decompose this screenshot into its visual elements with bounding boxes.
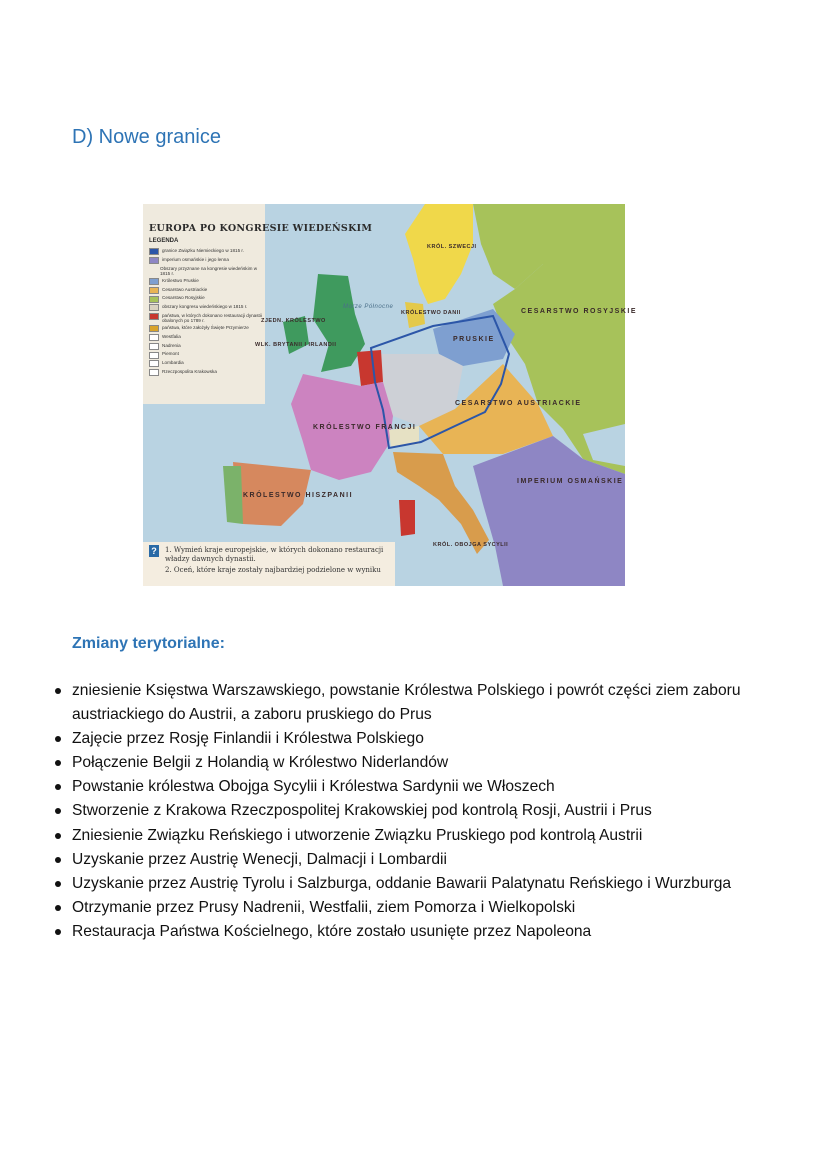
legend-swatch <box>149 278 159 285</box>
legend-label: państwa, w których dokonano restauracji dynastii obalonych po 1789 r. <box>162 312 262 324</box>
question-icon: ? <box>149 545 159 557</box>
legend-swatch <box>149 287 159 294</box>
list-item: Zajęcie przez Rosję Finlandii i Królestwa Polskiego <box>72 727 817 751</box>
list-item: Powstanie królestwa Obojga Sycylii i Królestwa Sardynii we Włoszech <box>72 775 817 799</box>
legend-label: Piemont <box>162 351 179 357</box>
label-russia: CESARSTWO ROSYJSKIE <box>521 308 638 315</box>
sardinia-region <box>399 500 415 536</box>
portugal-region <box>223 466 243 524</box>
legend-swatch <box>149 257 159 264</box>
legend-swatch <box>149 343 159 350</box>
legend-list <box>149 248 263 378</box>
label-france: KRÓLESTWO FRANCJI <box>313 424 417 431</box>
legend-label: imperium osmańskie i jego lenna <box>162 256 229 262</box>
legend-item <box>149 334 263 341</box>
label-north-sea: Morze Północne <box>343 304 394 310</box>
legend-label: Nadrenia <box>162 342 181 348</box>
legend-label: Cesarstwo Austriackie <box>162 286 208 292</box>
legend-item <box>149 313 263 324</box>
page-title: D) Nowe granice <box>72 126 221 148</box>
legend-item <box>149 351 263 358</box>
legend-item <box>149 266 263 277</box>
legend-label: granice Związku Niemieckiego w 1815 r. <box>162 248 244 253</box>
label-denmark: KRÓLESTWO DANII <box>401 310 461 316</box>
list-item: Połączenie Belgii z Holandią w Królestwo Niderlandów <box>72 751 817 775</box>
label-sicily: KRÓL. OBOJGA SYCYLII <box>433 542 509 548</box>
label-ottoman: IMPERIUM OSMAŃSKIE <box>517 478 624 485</box>
list-item: Otrzymanie przez Prusy Nadrenii, Westfalii, ziem Pomorza i Wielkopolski <box>72 896 817 920</box>
legend-item <box>149 278 263 285</box>
legend-label: Królestwo Pruskie <box>162 277 199 283</box>
legend-swatch <box>149 313 159 320</box>
legend-item <box>149 287 263 294</box>
legend-item <box>149 369 263 376</box>
legend-heading: LEGENDA <box>149 238 179 244</box>
legend-label: państwa, które założyły Święte Przymierze <box>162 325 249 331</box>
legend-item <box>149 304 263 311</box>
legend-item <box>149 325 263 332</box>
netherlands-region <box>357 350 383 386</box>
list-item: Uzyskanie przez Austrię Tyrolu i Salzburga, oddanie Bawarii Palatynatu Reńskiego i Wurzburga <box>72 872 817 896</box>
legend-item <box>149 360 263 367</box>
map-of-europe-1815 <box>143 204 638 586</box>
legend-label: obszary kongresu wiedeńskiego w 1815 r. <box>162 304 248 310</box>
question-2: 2. Oceń, które kraje zostały najbardziej podzielone w wyniku <box>165 566 381 574</box>
legend-swatch <box>149 304 159 311</box>
legend-swatch <box>149 248 159 255</box>
list-item: Uzyskanie przez Austrię Wenecji, Dalmacji i Lombardii <box>72 848 817 872</box>
legend-label: Obszary przyznane na kongresie wiedeńskim w 1815 r. <box>160 265 258 276</box>
label-austria: CESARSTWO AUSTRIACKIE <box>455 400 582 407</box>
legend-swatch <box>149 369 159 376</box>
label-sweden: KRÓL. SZWECJI <box>427 244 477 250</box>
section-title: Zmiany terytorialne: <box>72 635 225 652</box>
legend-swatch <box>149 352 159 359</box>
list-item: Stworzenie z Krakowa Rzeczpospolitej Krakowskiej pod kontrolą Rosji, Austrii i Prus <box>72 799 817 823</box>
legend-swatch <box>149 266 157 271</box>
territorial-changes-list <box>72 679 817 944</box>
legend-item <box>149 295 263 302</box>
legend-label: Rzeczpospolita Krakowska <box>162 368 217 374</box>
legend-swatch <box>149 360 159 367</box>
list-item: Zniesienie Związku Reńskiego i utworzenie Związku Pruskiego pod kontrolą Austrii <box>72 824 817 848</box>
label-prussia: PRUSKIE <box>453 336 495 343</box>
legend-item <box>149 248 263 255</box>
label-spain: KRÓLESTWO HISZPANII <box>243 492 354 499</box>
legend-label: Lombardia <box>162 360 184 366</box>
legend-item <box>149 343 263 350</box>
legend-label: Cesarstwo Rosyjskie <box>162 295 205 301</box>
legend-swatch <box>149 334 159 341</box>
label-uk-2: WLK. BRYTANII I IRLANDII <box>255 342 337 348</box>
scandinavia-region <box>405 204 473 304</box>
map-questions <box>143 542 395 586</box>
question-1: 1. Wymień kraje europejskie, w których dokonano restauracji władzy dawnych dynastii. <box>165 546 384 563</box>
legend-item <box>149 257 263 264</box>
legend-swatch <box>149 325 159 332</box>
legend-swatch <box>149 296 159 303</box>
label-uk: ZJEDN. KRÓLESTWO <box>261 318 326 324</box>
legend-label: Westfalia <box>162 333 181 339</box>
list-item: zniesienie Księstwa Warszawskiego, powstanie Królestwa Polskiego i powrót części ziem zaboru austriackiego do Austrii, a zaboru pruskiego do Prus <box>72 679 817 727</box>
map-title: EUROPA PO KONGRESIE WIEDEŃSKIM <box>149 223 373 234</box>
list-item: Restauracja Państwa Kościelnego, które zostało usunięte przez Napoleona <box>72 920 817 944</box>
